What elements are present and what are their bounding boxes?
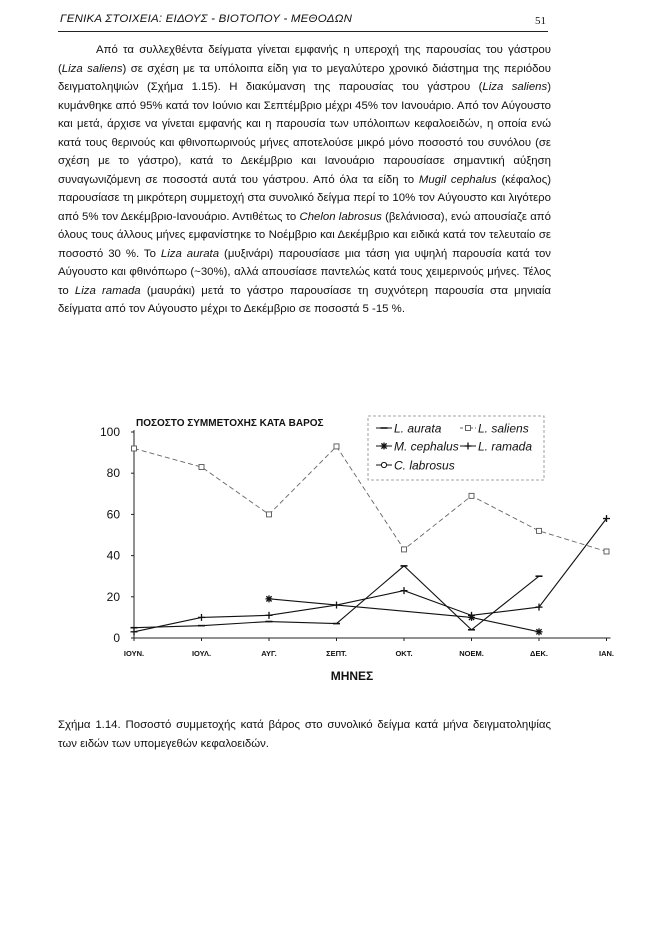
legend-label: L. ramada — [478, 439, 533, 454]
running-header-title: ΓΕΝΙΚΑ ΣΤΟΙΧΕΙΑ: ΕΙΔΟΥΣ - ΒΙΟΤΟΠΟΥ - ΜΕΘΟΔΩΝ — [60, 13, 353, 25]
legend-label: M. cephalus — [394, 439, 459, 454]
paragraph-text: (μαυράκι) μετά το γάστρο παρουσίασε τη συχνότερη παρουσία στα μηνιαία δείγματα από τον Αύγουστο μέχρι το Δεκέμβριο σε ποσοστά 5 -15 %. — [58, 284, 551, 315]
series-line-3 — [134, 519, 607, 632]
paragraph-text: (μυξινάρι) παρουσίασε μια τάση για υψηλή παρουσία κατά τον Αύγουστο και φθινόπωρο (~30%), αλλά απουσίασε παντελώς κατά τους χειμερινούς μήνες. Τέλος το — [58, 247, 551, 297]
paragraph-text: (κέφαλος) παρουσίασε τη μικρότερη συμμετοχή στα συνολικό δείγμα περί το 10% τον Αύγουστο και λιγότερο από 5% τον Δεκέμβριο-Ιανουάριο. Αντιθέτως το — [58, 173, 552, 223]
x-tick-label: ΙΟΥΛ. — [191, 649, 212, 658]
x-axis-label: ΜΗΝΕΣ — [330, 669, 374, 683]
x-tick-label: ΙΑΝ. — [599, 649, 614, 658]
paragraph-text: Από τα συλλεχθέντα δείγματα γίνεται εμφανής η υπεροχή της παρουσίας του γάστρου ( — [58, 44, 551, 75]
species-name: Liza saliens — [61, 62, 123, 75]
species-name: Liza ramada — [74, 284, 141, 297]
x-tick-label: ΟΚΤ. — [395, 649, 413, 658]
legend-label: L. saliens — [478, 421, 529, 436]
legend-swatch-marker — [381, 443, 388, 450]
paragraph-text: ) σε σχέση με τα υπόλοιπα είδη για το μεγαλύτερο χρονικό διάστημα της περιόδου δειγματοληψιών (Σχήμα 1.15). Η διακύμανση της παρουσίας του γάστρου ( — [58, 62, 551, 93]
y-tick-label: 0 — [113, 631, 120, 645]
species-name: Liza saliens — [482, 81, 548, 93]
data-point-3 — [333, 602, 340, 609]
data-point-3 — [198, 614, 205, 621]
chart-title: ΠΟΣΟΣΤΟ ΣΥΜΜΕΤΟΧΗΣ ΚΑΤΑ ΒΑΡΟΣ — [136, 418, 324, 429]
x-tick-label: ΑΥΓ. — [261, 649, 277, 658]
data-point-1 — [267, 512, 272, 517]
paragraph-text: ) κυμάνθηκε από 95% κατά τον Ιούνιο και Σεπτέμβριο μέχρι 45% τον Ιανουάριο. Από τον Αύγουστο και μετά, άρχισε να γίνεται εμφανής και η παρουσία των υπόλοιπων κεφαλοειδών, η οποία ενώ κατά τους θερινούς και φθινοπωρινούς μήνες αποτελούσε μικρό μόνο ποσοστό του συνόλου (σε σχέση με το γάστρο), κατά το Δεκέμβριο και Ιανουάριο παρουσίασε σημαντική αύξηση συναγωνιζόμενη σε ποσοστά αυτά του γάστρου. Από όλα τα είδη το — [58, 81, 551, 186]
x-tick-label: ΣΕΠΤ. — [326, 649, 347, 658]
x-tick-label: ΔΕΚ. — [530, 649, 548, 658]
data-point-1 — [469, 493, 474, 498]
legend-swatch-marker — [466, 426, 471, 431]
species-name: Mugil cephalus — [418, 173, 497, 186]
data-point-3 — [131, 628, 138, 635]
y-tick-label: 80 — [106, 466, 120, 481]
legend-label: L. aurata — [394, 421, 442, 436]
data-point-1 — [402, 547, 407, 552]
species-name: Chelon labrosus — [299, 210, 382, 223]
data-point-2 — [266, 595, 273, 602]
series-line-0 — [134, 566, 539, 630]
figure-caption: Σχήμα 1.14. Ποσοστό συμμετοχής κατά βάρος στο συνολικό δείγμα κατά μήνα δειγματοληψίας των ειδών των υπομεγεθών κεφαλοειδών. — [58, 719, 551, 750]
species-name: Liza aurata — [160, 247, 220, 260]
data-point-2 — [536, 628, 543, 635]
x-tick-label: ΝΟΕΜ. — [459, 649, 484, 658]
data-point-1 — [132, 446, 137, 451]
legend-label: C. labrosus — [394, 458, 455, 473]
data-point-1 — [537, 528, 542, 533]
y-tick-label: 20 — [106, 589, 120, 604]
y-tick-label: 100 — [99, 425, 120, 439]
legend-swatch-marker — [381, 462, 386, 467]
data-point-1 — [604, 549, 609, 554]
y-tick-label: 40 — [106, 548, 120, 563]
x-tick-label: ΙΟΥΝ. — [123, 649, 145, 658]
series-line-2 — [269, 599, 539, 632]
paragraph-text: (βελάνιοσα), ενώ απουσίαζε από όλους τους άλλους μήνες εμφανίστηκε το Νοέμβριο και Δεκέμβριο και ειδικά κατά τον τελευταίο σε ποσοστό 30 %. Το — [58, 210, 551, 260]
page-number: 51 — [535, 15, 546, 27]
y-tick-label: 60 — [106, 507, 120, 522]
data-point-3 — [401, 587, 408, 594]
data-point-1 — [199, 465, 204, 470]
data-point-1 — [334, 444, 339, 449]
data-point-3 — [266, 612, 273, 619]
